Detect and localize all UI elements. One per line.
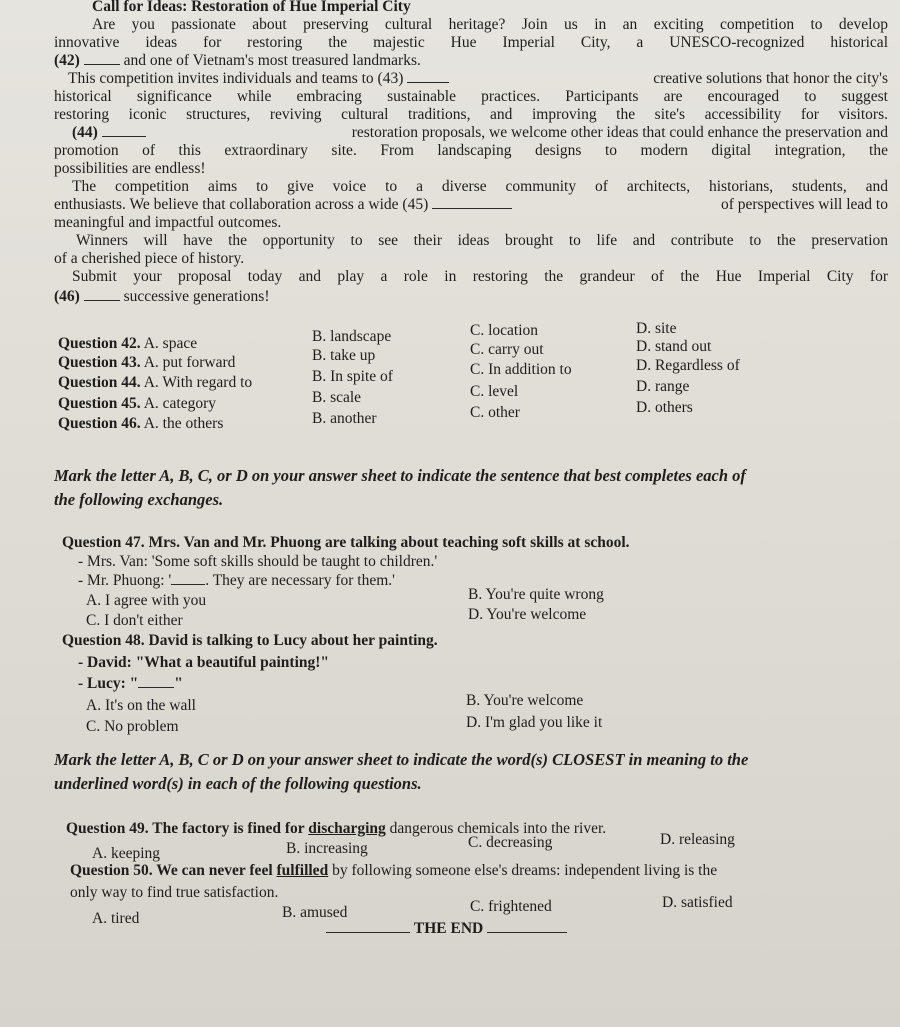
passage-line: (42) and one of Vietnam's most treasured landmarks. <box>54 52 421 69</box>
option-d[interactable]: D. releasing <box>660 831 735 848</box>
question-47-stem: Question 47. Mrs. Van and Mr. Phuong are talking about teaching soft skills at school. <box>62 534 630 551</box>
option-b[interactable]: B. landscape <box>312 328 392 345</box>
option-c[interactable]: C. carry out <box>470 341 544 358</box>
option-b[interactable]: B. scale <box>312 389 362 406</box>
blank-44[interactable] <box>102 124 146 137</box>
end-rule-right <box>487 920 567 933</box>
option-b[interactable]: B. You're quite wrong <box>468 586 604 603</box>
option-c[interactable]: C. No problem <box>86 718 179 735</box>
passage-line: This competition invites individuals and teams to (43) creative solutions that honor the city's <box>68 70 888 87</box>
option-a[interactable]: A. I agree with you <box>86 592 207 609</box>
question-50-line: only way to find true satisfaction. <box>70 884 279 901</box>
option-b[interactable]: B. take up <box>312 347 376 364</box>
option-c[interactable]: C. other <box>470 404 520 421</box>
blank-48[interactable] <box>138 675 174 688</box>
passage-line: The competition aims to give voice to a diverse community of architects, historians, students, and <box>72 178 888 195</box>
option-d[interactable]: D. I'm glad you like it <box>466 714 603 731</box>
option-d[interactable]: D. stand out <box>636 338 712 355</box>
end-marker: THE END <box>326 920 567 938</box>
passage-line: (46) successive generations! <box>54 288 270 305</box>
option-c[interactable]: C. location <box>470 322 539 339</box>
option-c[interactable]: C. frightened <box>470 898 552 915</box>
passage-line: historical significance while embracing sustainable practices. Participants are encouraged to suggest <box>54 88 888 105</box>
passage-line: Submit your proposal today and play a role in restoring the grandeur of the Hue Imperial City for <box>72 268 888 285</box>
option-a[interactable]: A. the others <box>143 415 224 432</box>
blank-number-42: (42) <box>54 52 80 69</box>
underlined-word: fulfilled <box>276 862 329 879</box>
option-b[interactable]: B. increasing <box>286 840 368 857</box>
question-47-line: - Mrs. Van: 'Some soft skills should be taught to children.' <box>78 553 438 570</box>
passage-line: innovative ideas for restoring the majestic Hue Imperial City, a UNESCO-recognized historical <box>54 34 888 51</box>
option-d[interactable]: D. range <box>636 378 690 395</box>
option-a[interactable]: A. space <box>143 335 198 352</box>
instruction-exchanges: Mark the letter A, B, C, or D on your answer sheet to indicate the sentence that best completes each of <box>54 466 746 485</box>
option-c[interactable]: C. I don't either <box>86 612 183 629</box>
end-rule-left <box>326 920 410 933</box>
option-a[interactable]: A. keeping <box>92 845 161 862</box>
question-48-line: - David: "What a beautiful painting!" <box>78 654 330 671</box>
option-a[interactable]: A. With regard to <box>143 374 253 391</box>
option-a[interactable]: A. category <box>143 395 217 412</box>
option-c[interactable]: C. decreasing <box>468 834 553 851</box>
question-47-line: - Mr. Phuong: ' . They are necessary for them.' <box>78 572 395 589</box>
blank-47[interactable] <box>171 572 205 585</box>
option-d[interactable]: D. others <box>636 399 693 416</box>
blank-43[interactable] <box>407 70 449 83</box>
passage-line: restoring iconic structures, reviving cultural traditions, and improving the site's accessibility for visitors. <box>54 106 888 123</box>
instruction-exchanges-cont: the following exchanges. <box>54 490 224 509</box>
question-46: Question 46. A. the others <box>58 415 224 432</box>
option-b[interactable]: B. In spite of <box>312 368 393 385</box>
question-44: Question 44. A. With regard to <box>58 374 253 391</box>
underlined-word: discharging <box>308 820 386 837</box>
option-a[interactable]: A. put forward <box>143 354 236 371</box>
option-a[interactable]: A. tired <box>92 910 140 927</box>
option-d[interactable]: D. Regardless of <box>636 357 740 374</box>
question-42: Question 42. A. space <box>58 335 198 352</box>
passage-title: Call for Ideas: Restoration of Hue Imperial City <box>92 0 411 15</box>
option-a[interactable]: A. It's on the wall <box>86 697 196 714</box>
option-b[interactable]: B. amused <box>282 904 348 921</box>
option-d[interactable]: D. You're welcome <box>468 606 587 623</box>
instruction-closest-cont: underlined word(s) in each of the following questions. <box>54 774 422 793</box>
question-49-stem: Question 49. The factory is fined for discharging dangerous chemicals into the river. <box>66 820 607 837</box>
option-d[interactable]: D. satisfied <box>662 894 733 911</box>
question-48-line: - Lucy: " " <box>78 675 183 692</box>
passage-line: possibilities are endless! <box>54 160 206 177</box>
passage-line: of a cherished piece of history. <box>54 250 245 267</box>
passage-line: meaningful and impactful outcomes. <box>54 214 282 231</box>
instruction-closest: Mark the letter A, B, C or D on your answer sheet to indicate the word(s) CLOSEST in meaning to the <box>54 750 749 769</box>
question-48-stem: Question 48. David is talking to Lucy about her painting. <box>62 632 438 649</box>
passage-line: Winners will have the opportunity to see their ideas brought to life and contribute to the preservation <box>76 232 888 249</box>
question-50-stem: Question 50. We can never feel fulfilled by following someone else's dreams: independent living is the <box>70 862 718 879</box>
passage-line: enthusiasts. We believe that collaboration across a wide (45) of perspectives will lead to <box>54 196 888 213</box>
question-43: Question 43. A. put forward <box>58 354 236 371</box>
option-b[interactable]: B. You're welcome <box>466 692 584 709</box>
passage-line: Are you passionate about preserving cultural heritage? Join us in an exciting competition to develop <box>92 16 888 33</box>
option-c[interactable]: C. level <box>470 383 519 400</box>
blank-45[interactable] <box>432 196 512 209</box>
option-d[interactable]: D. site <box>636 320 677 337</box>
option-c[interactable]: C. In addition to <box>470 361 572 378</box>
passage-line: (44) restoration proposals, we welcome other ideas that could enhance the preservation and <box>72 124 888 141</box>
blank-42[interactable] <box>84 52 120 65</box>
question-45: Question 45. A. category <box>58 395 217 412</box>
passage-line: promotion of this extraordinary site. From landscaping designs to modern digital integration, the <box>54 142 888 159</box>
blank-46[interactable] <box>84 288 120 301</box>
option-b[interactable]: B. another <box>312 410 377 427</box>
